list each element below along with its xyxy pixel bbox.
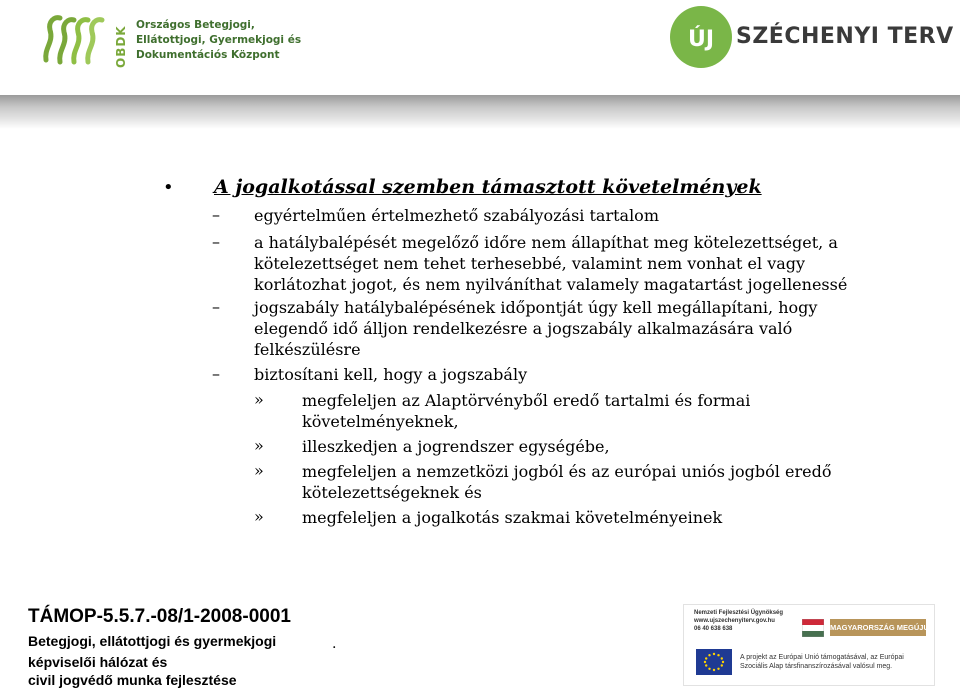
eu-funding-text [740,653,904,671]
szechenyi-circle-text: ÚJ [687,27,715,52]
eu-funding-badge [683,604,935,686]
slide-title: A jogalkotással szemben támasztott követelmények [214,176,762,198]
footer-line: Betegjogi, ellátottjogi és gyermekjogi [28,633,277,649]
chevron-marker: » [254,390,264,409]
obdk-vertical-label: OBDK [114,25,128,68]
eu-funding-line: A projekt az Európai Unió támogatásával, az Európai [740,654,904,661]
list-item-line: kötelezettséget nem tehet terhesebbé, valamint nem vonhat el vagy [254,254,806,273]
sub-list-item [302,461,831,503]
eu-funding-line: Szociális Alap társfinanszírozásával valósul meg. [740,663,893,670]
list-item [254,205,659,226]
hungary-renewal-banner: MAGYARORSZÁG MEGÚJUL [830,619,926,636]
footer-line: képviselői hálózat és [28,654,168,670]
sub-list-item-line: kötelezettségeknek és [302,483,482,502]
footer-dot: . [332,636,337,652]
obdk-emblem-icon [40,8,106,72]
list-item [254,232,847,295]
sub-list-item-line: megfeleljen a jogalkotás szakmai követelményeinek [302,508,723,527]
list-item-line: biztosítani kell, hogy a jogszabály [254,365,528,384]
szechenyi-wordmark: SZÉCHENYI TERV [736,24,954,49]
agency-info-line: 06 40 638 638 [694,626,733,632]
sub-list-item [302,507,722,528]
sub-list-item [302,390,750,432]
chevron-marker: » [254,436,264,455]
szechenyi-terv-logo [668,4,954,84]
agency-info-line: www.ujszechenyiterv.gov.hu [694,618,775,624]
list-item-line: felkészülésre [254,340,361,359]
obdk-name-line: Országos Betegjogi, [136,19,255,31]
project-code: TÁMOP-5.5.7.-08/1-2008-0001 [28,606,291,627]
hungarian-coat-of-arms-icon [802,619,824,637]
footer-line: civil jogvédő munka fejlesztése [28,672,237,688]
list-item-line: jogszabály hatálybalépésének időpontját úgy kell megállapítani, hogy [254,298,818,317]
obdk-name-line: Dokumentációs Központ [136,49,280,61]
agency-info-line: Nemzeti Fejlesztési Ügynökség [694,610,784,616]
dash-marker: – [212,232,220,251]
dash-marker: – [212,297,220,316]
list-item-line: egyértelműen értelmezhető szabályozási tartalom [254,206,659,225]
obdk-name-line: Ellátottjogi, Gyermekjogi és [136,34,302,46]
sub-list-item-line: illeszkedjen a jogrendszer egységébe, [302,437,610,456]
chevron-marker: » [254,507,264,526]
sub-list-item-line: megfeleljen az Alaptörvényből eredő tartalmi és formai [302,391,751,410]
eu-flag-icon [696,649,732,675]
header-gradient-bar [0,95,960,129]
chevron-marker: » [254,461,264,480]
title-bullet: • [163,177,174,198]
dash-marker: – [212,364,220,383]
list-item [254,297,817,360]
sub-list-item [302,436,610,457]
list-item-line: korlátozhat jogot, és nem nyilváníthat valamely magatartást jogellenessé [254,275,848,294]
obdk-name [136,18,301,63]
dash-marker: – [212,205,220,224]
sub-list-item-line: követelményeknek, [302,412,459,431]
obdk-logo [40,8,302,72]
list-item-line: elegendő idő álljon rendelkezésre a jogszabály alkalmazására való [254,319,793,338]
szechenyi-circle-icon [668,4,734,70]
agency-info [694,609,783,633]
sub-list-item-line: megfeleljen a nemzetközi jogból és az európai uniós jogból eredő [302,462,832,481]
list-item [254,364,527,385]
header [0,0,960,95]
list-item-line: a hatálybalépését megelőző időre nem állapíthat meg kötelezettséget, a [254,233,838,252]
